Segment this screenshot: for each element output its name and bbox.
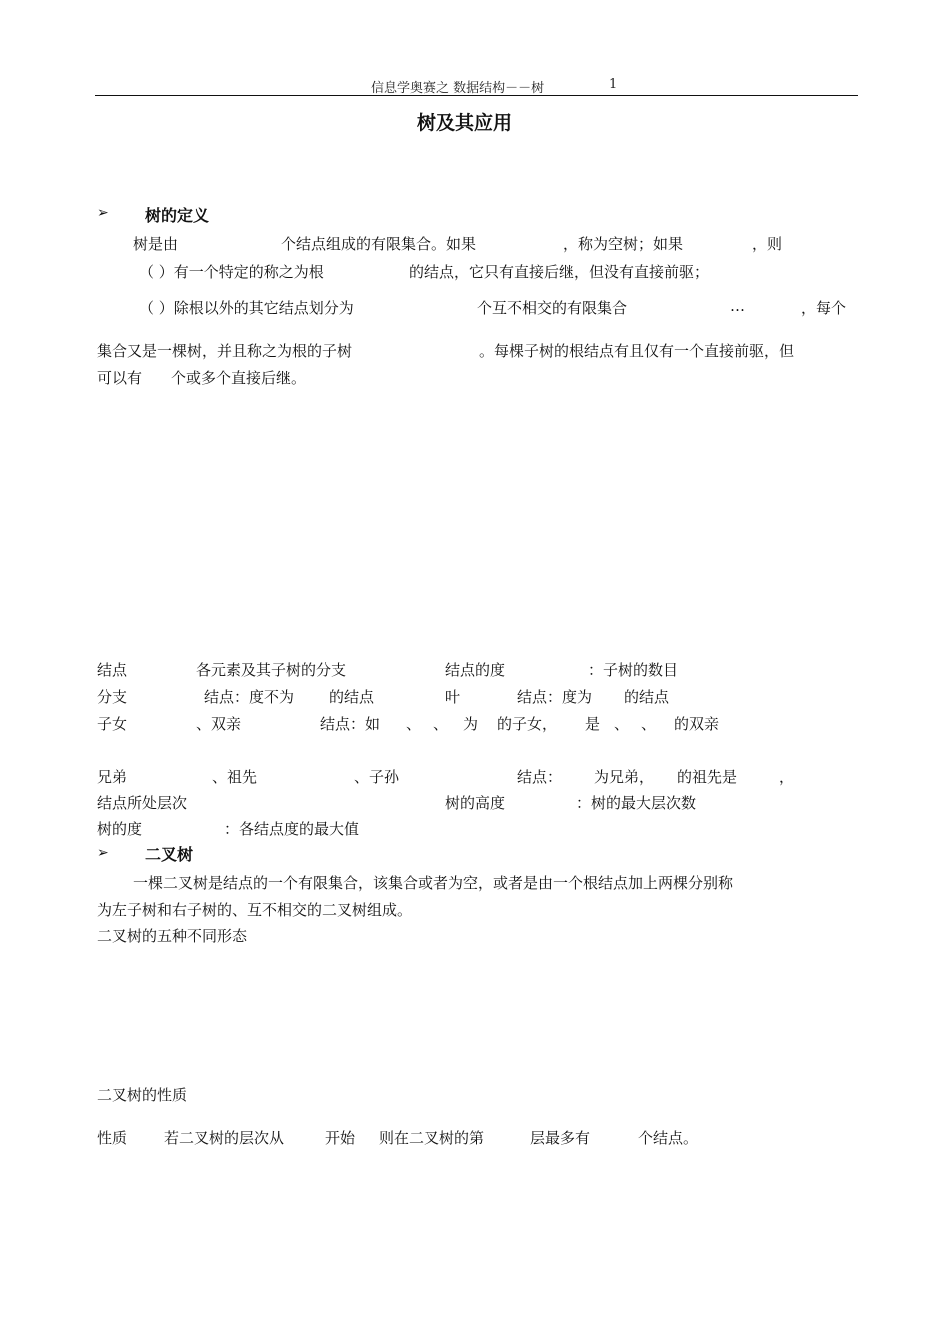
term-desc: 各元素及其子树的分支 [196,661,347,679]
term-sibling: 兄弟 [97,768,128,786]
term-desc: 的结点 [329,688,375,706]
property-text: 开始 [325,1129,356,1147]
property-text: 个结点。 [638,1129,699,1147]
def-text: 的结点，它只有直接后继，但没有直接前驱； [409,263,710,281]
ellipsis: … [730,297,745,315]
term-desc: ：树的最大层次数 [576,794,697,812]
term-sep: 、 [433,715,449,733]
bullet-arrow-icon: ➢ [97,845,109,861]
term-ancestor: 、祖先 [212,768,258,786]
term-sep: 、 [406,715,422,733]
property-text: 若二叉树的层次从 [164,1129,285,1147]
binary-tree-properties-label: 二叉树的性质 [97,1086,188,1104]
def-text: ，每个 [801,299,847,317]
header-rule [95,95,858,96]
term-height: 树的高度 [445,794,506,812]
term-descendant: 、子孙 [354,768,400,786]
term-node: 结点 [97,661,128,679]
def-text: 。每棵子树的根结点有且仅有一个直接前驱，但 [479,342,795,360]
term-desc: 结点： [517,768,563,786]
term-branch: 分支 [97,688,128,706]
term-child: 子女 [97,715,128,733]
term-desc: ：子树的数目 [588,661,679,679]
def-text: （ ）有一个特定的称之为根 [139,263,324,281]
def-text: 树是由 [133,235,179,253]
term-level: 结点所处层次 [97,794,188,812]
term-sep: ， [779,768,795,786]
binary-tree-paragraph: 一棵二叉树是结点的一个有限集合，该集合或者为空，或者是由一个根结点加上两棵分别称 [133,874,734,892]
property-text: 则在二叉树的第 [379,1129,485,1147]
term-parent: 、双亲 [196,715,242,733]
binary-tree-forms-label: 二叉树的五种不同形态 [97,927,248,945]
document-title: 树及其应用 [417,112,513,134]
page-header-text: 信息学奥赛之 数据结构－－树 [371,81,545,96]
property-text: 层最多有 [530,1129,591,1147]
term-desc: 的结点 [624,688,670,706]
term-desc: 结点：如 [320,715,381,733]
term-desc: 为兄弟， [594,768,655,786]
binary-tree-paragraph: 为左子树和右子树的、互不相交的二叉树组成。 [97,901,413,919]
def-text: （ ）除根以外的其它结点划分为 [139,299,354,317]
def-text: 个或多个直接后继。 [171,369,307,387]
page-number: 1 [609,77,618,92]
def-text: 集合又是一棵树，并且称之为根的子树 [97,342,353,360]
term-node-degree: 结点的度 [445,661,506,679]
term-sep: 、 [641,715,657,733]
def-text: ，则 [752,235,783,253]
def-text: 可以有 [97,369,143,387]
term-sep: 、 [614,715,630,733]
term-desc: 为 [463,715,479,733]
term-desc: ：各结点度的最大值 [224,820,360,838]
term-desc: 结点：度为 [517,688,593,706]
term-desc: 是 [585,715,601,733]
section-heading-tree-definition: 树的定义 [145,206,210,225]
term-tree-degree: 树的度 [97,820,143,838]
def-text: ，称为空树；如果 [563,235,684,253]
term-leaf: 叶 [445,688,461,706]
term-desc: 的祖先是 [677,768,738,786]
def-text: 个结点组成的有限集合。如果 [281,235,477,253]
property-label: 性质 [97,1129,128,1147]
section-heading-binary-tree: 二叉树 [145,845,194,864]
bullet-arrow-icon: ➢ [97,205,109,221]
term-desc: 结点：度不为 [204,688,295,706]
term-desc: 的双亲 [674,715,720,733]
term-desc: 的子女， [497,715,558,733]
def-text: 个互不相交的有限集合 [477,299,628,317]
